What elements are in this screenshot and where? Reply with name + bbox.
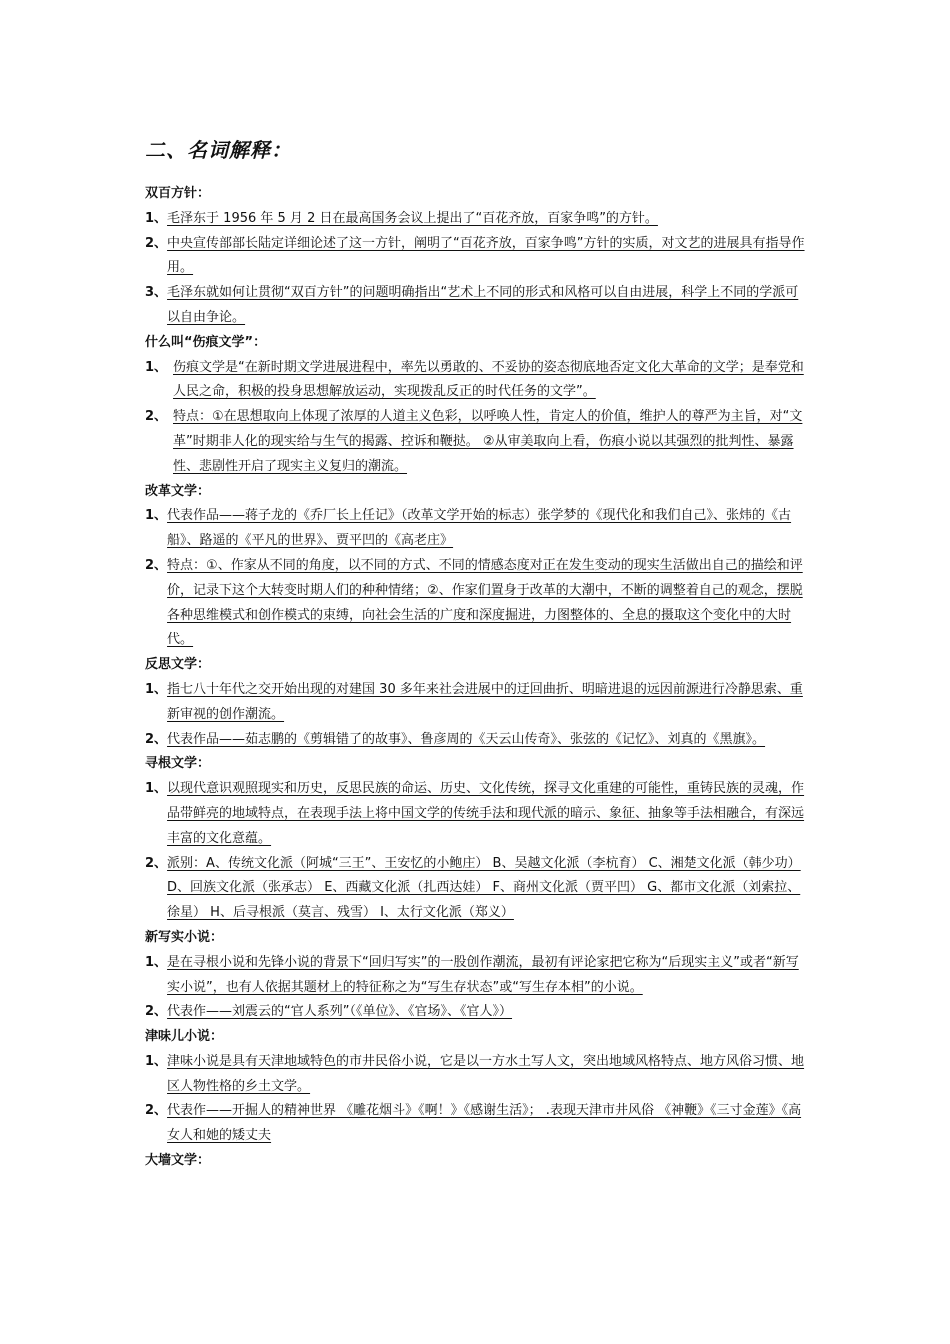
list-item [145, 1000, 810, 1025]
term-block [145, 926, 810, 1025]
list-item [145, 951, 810, 1001]
item-text: 特点：①、作家从不同的角度，以不同的方式、不同的情感态度对正在发生变动的现实生活做出自己的描绘和评价，记录下这个大转变时期人们的种种情绪；②、作家们置身于改革的大潮中，不断的调整着自己的观念，摆脱各种思维模式和创作模式的束缚，向社会生活的广度和深度掘进，力图整体的、全息的摄取这个变化中的大时代。 [167, 557, 803, 648]
term-title: 什么叫“伤痕文学”： [145, 334, 267, 350]
list-item [145, 356, 810, 406]
item-number: 2、 [145, 409, 168, 425]
list-item [145, 852, 810, 926]
list-item [145, 504, 810, 554]
term-block [145, 752, 810, 926]
term-title: 寻根文学： [145, 756, 211, 772]
item-number: 1、 [145, 359, 168, 375]
item-number: 1、 [145, 954, 168, 970]
list-item [145, 207, 810, 232]
item-number: 2、 [145, 235, 168, 251]
item-text: 毛泽东就如何让贯彻“双百方针”的问题明确指出“艺术上不同的形式和风格可以自由进展，科学上不同的学派可以自由争论。 [167, 285, 799, 325]
section-title: 二、名词解释： [145, 138, 292, 162]
term-block [145, 182, 810, 331]
list-item [145, 678, 810, 728]
term-title: 改革文学： [145, 483, 211, 499]
item-number: 1、 [145, 210, 168, 226]
term-block [145, 1149, 810, 1174]
item-text: 派别：A、传统文化派（阿城“三王”、王安忆的小鲍庄） B、吴越文化派（李杭育） C、湘楚文化派（韩少功） D、回族文化派（张承志） E、西藏文化派（扎西达娃） F、商州文化派（贾平凹） G、都市文化派（刘索拉、徐星） H、后寻根派（莫言、残雪） I、太行文化派（郑义） [167, 855, 801, 921]
item-number: 2、 [145, 1103, 168, 1119]
item-number: 2、 [145, 1004, 168, 1020]
list-item [145, 405, 810, 479]
item-text: 代表作品——蒋子龙的《乔厂长上任记》（改革文学开始的标志）张学梦的《现代化和我们自己》、张炜的《古船》、路遥的《平凡的世界》、贾平凹的《高老庄》 [167, 508, 792, 549]
list-item [145, 777, 810, 851]
item-number: 1、 [145, 781, 168, 797]
item-text: 是在寻根小说和先锋小说的背景下“回归写实”的一股创作潮流，最初有评论家把它称为“后现实主义”或者“新写实小说”，也有人依据其题材上的特征称之为“写生存状态”或“写生存本相”的小说。 [167, 954, 799, 995]
item-text: 代表作——刘震云的“官人系列”（《单位》、《官场》、《官人》） [167, 1004, 513, 1020]
list-item [145, 281, 810, 331]
terms-list [145, 182, 810, 1174]
item-text: 指七八十年代之交开始出现的对建国 30 多年来社会进展中的迂回曲折、明暗进退的远因前源进行冷静思索、重新审视的创作潮流。 [167, 681, 803, 722]
term-title: 反思文学： [145, 657, 211, 673]
item-text: 中央宣传部部长陆定详细论述了这一方针，阐明了“百花齐放，百家争鸣”方针的实质，对文艺的进展具有指导作用。 [167, 235, 805, 276]
item-text: 津味小说是具有天津地域特色的市井民俗小说，它是以一方水土写人文，突出地域风格特点、地方风俗习惯、地区人物性格的乡土文学。 [167, 1053, 805, 1094]
term-title: 新写实小说： [145, 929, 224, 945]
term-title: 大墙文学： [145, 1153, 211, 1169]
item-text: 特点：①在思想取向上体现了浓厚的人道主义色彩，以呼唤人性，肯定人的价值，维护人的尊严为主旨，对“文革”时期非人化的现实给与生气的揭露、控诉和鞭挞。 ②从审美取向上看，伤痕小说以其强烈的批判性、暴露性、悲剧性开启了现实主义复归的潮流。 [173, 409, 803, 474]
term-block [145, 331, 810, 480]
item-text: 伤痕文学是“在新时期文学进展进程中，率先以勇敢的、不妥协的姿态彻底地否定文化大革命的文学；是奉党和人民之命，积极的投身思想解放运动，实现拨乱反正的时代任务的文学”。 [173, 359, 804, 400]
list-item [145, 728, 810, 753]
item-number: 2、 [145, 731, 168, 747]
item-number: 2、 [145, 557, 168, 573]
term-block [145, 653, 810, 752]
item-number: 2、 [145, 855, 168, 871]
term-block [145, 480, 810, 654]
item-number: 1、 [145, 681, 168, 697]
term-title: 双百方针： [145, 186, 211, 201]
item-text: 代表作品——茹志鹏的《剪辑错了的故事》、鲁彦周的《天云山传奇》、张弦的《记忆》、刘真的《黑旗》。 [167, 731, 766, 747]
term-title: 津味儿小说： [145, 1029, 224, 1045]
term-block [145, 1025, 810, 1149]
item-number: 3、 [145, 285, 168, 301]
list-item [145, 554, 810, 653]
list-item [145, 232, 810, 282]
item-text: 以现代意识观照现实和历史，反思民族的命运、历史、文化传统，探寻文化重建的可能性，重铸民族的灵魂，作品带鲜亮的地域特点，在表现手法上将中国文学的传统手法和现代派的暗示、象征、抽象等手法相融合，有深远丰富的文化意蕴。 [167, 781, 805, 846]
item-number: 1、 [145, 1053, 168, 1069]
list-item [145, 1050, 810, 1100]
list-item [145, 1099, 810, 1149]
item-text: 代表作——开掘人的精神世界 《雕花烟斗》《啊！》《感谢生活》； .表现天津市井风俗 《神鞭》《三寸金莲》《高女人和她的矮丈夫 [167, 1103, 802, 1144]
item-text: 毛泽东于 1956 年 5 月 2 日在最高国务会议上提出了“百花齐放，百家争鸣”的方针。 [167, 210, 658, 226]
item-number: 1、 [145, 508, 168, 524]
